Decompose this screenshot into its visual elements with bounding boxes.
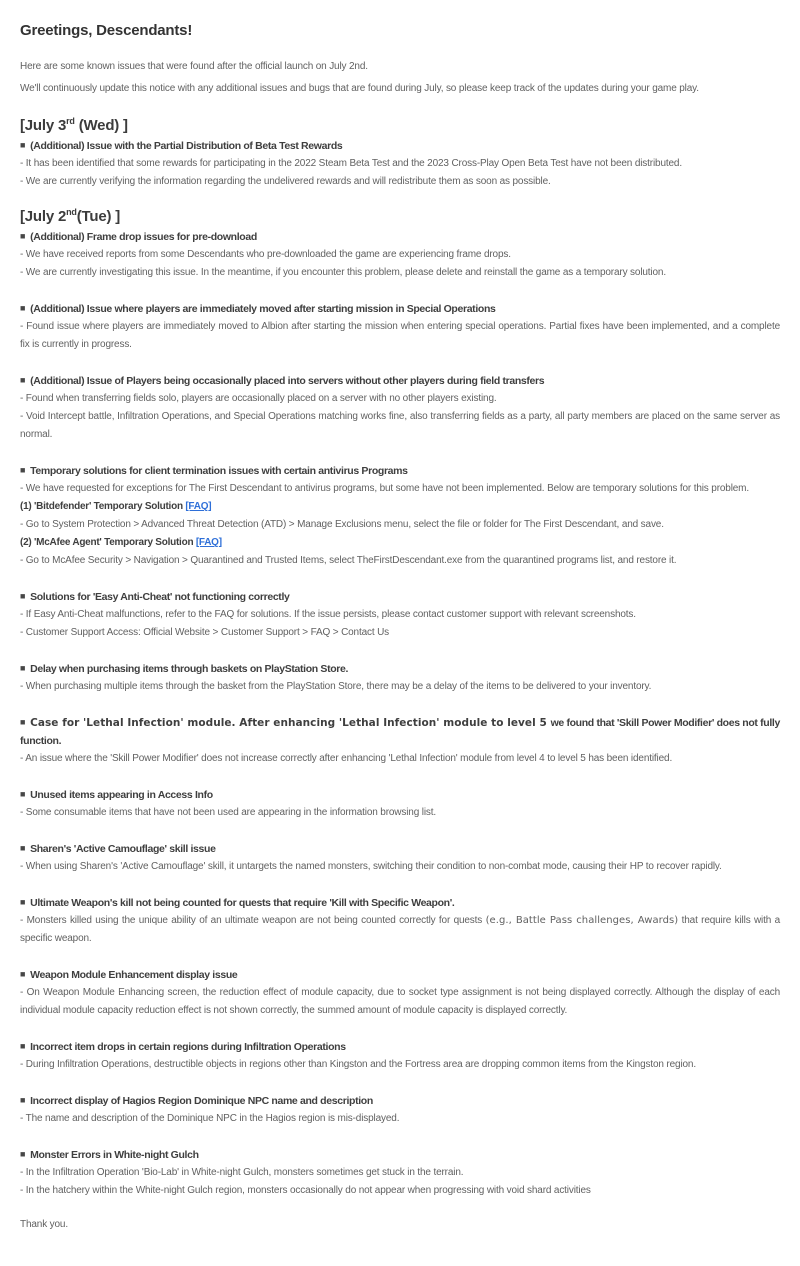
issue-detail-line bbox=[20, 912, 780, 948]
issue-detail-line: - We are currently verifying the information regarding the undelivered rewards and will redistribute them as soon as possible. bbox=[20, 176, 551, 187]
date-text: (Wed) ] bbox=[74, 117, 128, 134]
issue-heading bbox=[20, 1146, 780, 1164]
issue-title-text: (Additional) Issue of Players being occasionally placed into servers without other players during field transfers bbox=[30, 375, 545, 387]
bullet-square-icon: ■ bbox=[20, 1041, 26, 1051]
bullet-square-icon: ■ bbox=[20, 465, 26, 475]
issue-detail-line: - Found when transferring fields solo, players are occasionally placed on a server with no other players existing. bbox=[20, 393, 497, 404]
issue-heading bbox=[20, 1038, 780, 1056]
solution-subheading bbox=[20, 498, 780, 516]
issue-detail-line: - We are currently investigating this issue. In the meantime, if you encounter this problem, please delete and reinstall the game as a temporary solution. bbox=[20, 267, 666, 278]
bullet-square-icon: ■ bbox=[20, 663, 26, 673]
date-heading bbox=[20, 114, 780, 137]
issue-detail-line: - During Infiltration Operations, destructible objects in regions other than Kingston and the Fortress area are dropping common items from the Kingston region. bbox=[20, 1059, 696, 1070]
bullet-square-icon: ■ bbox=[20, 231, 26, 241]
issue-heading bbox=[20, 840, 780, 858]
issue-title-text: (Additional) Issue with the Partial Distribution of Beta Test Rewards bbox=[30, 140, 343, 152]
issue-heading bbox=[20, 894, 780, 912]
issue-detail-line: - When using Sharen's 'Active Camouflage' skill, it untargets the named monsters, switching their condition to non-combat mode, causing their HP to recover rapidly. bbox=[20, 861, 722, 872]
issue-detail-line: - An issue where the 'Skill Power Modifier' does not increase correctly after enhancing 'Lethal Infection' module from level 4 to level 5 has been identified. bbox=[20, 753, 673, 764]
bullet-square-icon: ■ bbox=[20, 843, 26, 853]
issue-title-text: Temporary solutions for client termination issues with certain antivirus Programs bbox=[30, 465, 408, 477]
issue-heading bbox=[20, 786, 780, 804]
issue-heading bbox=[20, 1092, 780, 1110]
issue-detail-line: - When purchasing multiple items through the basket from the PlayStation Store, there may be a delay of the items to be delivered to your inventory. bbox=[20, 681, 652, 692]
bullet-square-icon: ■ bbox=[20, 375, 26, 385]
issue-heading bbox=[20, 588, 780, 606]
page-title: Greetings, Descendants! bbox=[20, 22, 193, 39]
date-ordinal-suffix: nd bbox=[66, 207, 77, 217]
date-heading bbox=[20, 205, 780, 228]
bullet-square-icon: ■ bbox=[20, 1095, 26, 1105]
date-text: [July 3 bbox=[20, 117, 67, 134]
issue-detail-line: - In the hatchery within the White-night Gulch region, monsters occasionally do not appear when progressing with void shard activities bbox=[20, 1185, 591, 1196]
issue-title-text: (Additional) Issue where players are immediately moved after starting mission in Special Operations bbox=[30, 303, 496, 315]
issue-detail-line: - Void Intercept battle, Infiltration Operations, and Special Operations matching works fine, also transferring fields as a party, all party members are placed on the same server as normal. bbox=[20, 411, 780, 440]
bullet-square-icon: ■ bbox=[20, 717, 26, 727]
issue-detail-line: - In the Infiltration Operation 'Bio-Lab' in White-night Gulch, monsters sometimes get stuck in the terrain. bbox=[20, 1167, 464, 1178]
issue-title-text: (Additional) Frame drop issues for pre-download bbox=[30, 231, 257, 243]
issue-heading bbox=[20, 714, 780, 750]
bullet-square-icon: ■ bbox=[20, 789, 26, 799]
issue-title-text: Sharen's 'Active Camouflage' skill issue bbox=[30, 843, 216, 855]
issue-detail-line: - Found issue where players are immediately moved to Albion after starting the mission when entering special operations. Partial fixes have been implemented, and a complete fix is currently in progress. bbox=[20, 321, 780, 350]
issue-detail-line: - Customer Support Access: Official Website > Customer Support > FAQ > Contact Us bbox=[20, 627, 390, 638]
paragraph: Here are some known issues that were found after the official launch on July 2nd. bbox=[20, 61, 368, 72]
text-segment: - Monsters killed using the unique ability of an ultimate weapon are not being counted correctly for quests bbox=[20, 915, 486, 926]
issue-detail-line: - On Weapon Module Enhancing screen, the reduction effect of module capacity, due to socket type assignment is not being displayed correctly. Although the display of each individual module capacity reduction effect is not shown correctly, the summed amount of module capacity is displayed correctly. bbox=[20, 987, 780, 1016]
date-ordinal-suffix: rd bbox=[66, 116, 75, 126]
issue-title-text: Ultimate Weapon's kill not being counted for quests that require 'Kill with Specific Weapon'. bbox=[30, 897, 455, 909]
text-segment: that require kills with a specific weapon. bbox=[20, 915, 780, 944]
bullet-square-icon: ■ bbox=[20, 969, 26, 979]
issue-heading bbox=[20, 462, 780, 480]
issue-title-text: Delay when purchasing items through baskets on PlayStation Store. bbox=[30, 663, 349, 675]
bullet-square-icon: ■ bbox=[20, 1149, 26, 1159]
date-text: [July 2 bbox=[20, 208, 67, 225]
issue-heading bbox=[20, 228, 780, 246]
bullet-square-icon: ■ bbox=[20, 897, 26, 907]
issue-heading bbox=[20, 966, 780, 984]
issue-heading bbox=[20, 660, 780, 678]
bullet-square-icon: ■ bbox=[20, 303, 26, 313]
faq-link[interactable]: [FAQ] bbox=[195, 537, 222, 548]
notice-body bbox=[20, 56, 780, 1236]
issue-heading bbox=[20, 372, 780, 390]
text-segment: (2) 'McAfee Agent' Temporary Solution bbox=[20, 537, 196, 548]
issue-title-text: Solutions for 'Easy Anti-Cheat' not functioning correctly bbox=[30, 591, 290, 603]
date-text: (Tue) ] bbox=[76, 208, 121, 225]
text-segment: (1) 'Bitdefender' Temporary Solution bbox=[20, 501, 186, 512]
issue-heading bbox=[20, 137, 780, 155]
issue-title-text: Monster Errors in White-night Gulch bbox=[30, 1149, 199, 1161]
issue-detail-line: - If Easy Anti-Cheat malfunctions, refer to the FAQ for solutions. If the issue persists, please contact customer support with relevant screenshots. bbox=[20, 609, 636, 620]
issue-detail-line: - It has been identified that some rewards for participating in the 2022 Steam Beta Test and the 2023 Cross-Play Open Beta Test have not been distributed. bbox=[20, 158, 682, 169]
issue-detail-line: - The name and description of the Dominique NPC in the Hagios region is mis-displayed. bbox=[20, 1113, 400, 1124]
text-segment: (e.g., Battle Pass challenges, Awards) bbox=[485, 915, 679, 926]
issue-detail-line: - Go to System Protection > Advanced Threat Detection (ATD) > Manage Exclusions menu, select the file or folder for The First Descendant, and save. bbox=[20, 519, 664, 530]
issue-heading bbox=[20, 300, 780, 318]
issue-detail-line: - Go to McAfee Security > Navigation > Quarantined and Trusted Items, select TheFirstDescendant.exe from the quarantined programs list, and restore it. bbox=[20, 555, 677, 566]
issue-detail-line: - We have requested for exceptions for The First Descendant to antivirus programs, but some have not been implemented. Below are temporary solutions for this problem. bbox=[20, 483, 749, 494]
solution-subheading bbox=[20, 534, 780, 552]
issue-detail-line: - We have received reports from some Descendants who pre-downloaded the game are experiencing frame drops. bbox=[20, 249, 511, 260]
issue-title-text: Incorrect item drops in certain regions during Infiltration Operations bbox=[30, 1041, 346, 1053]
paragraph: We'll continuously update this notice with any additional issues and bugs that are found during July, so please keep track of the updates during your game play. bbox=[20, 83, 699, 94]
text-segment: Case for 'Lethal Infection' module. After enhancing 'Lethal Infection' module to level 5 bbox=[30, 717, 551, 729]
issue-title-text: Unused items appearing in Access Info bbox=[30, 789, 213, 801]
bullet-square-icon: ■ bbox=[20, 591, 26, 601]
bullet-square-icon: ■ bbox=[20, 140, 26, 150]
issue-title-text: Weapon Module Enhancement display issue bbox=[30, 969, 238, 981]
text-segment: we found that 'Skill Power Modifier' does not fully function. bbox=[20, 717, 780, 747]
issue-title-text: Incorrect display of Hagios Region Dominique NPC name and description bbox=[30, 1095, 373, 1107]
faq-link[interactable]: [FAQ] bbox=[185, 501, 212, 512]
paragraph: Thank you. bbox=[20, 1219, 68, 1230]
issue-detail-line: - Some consumable items that have not been used are appearing in the information browsing list. bbox=[20, 807, 436, 818]
